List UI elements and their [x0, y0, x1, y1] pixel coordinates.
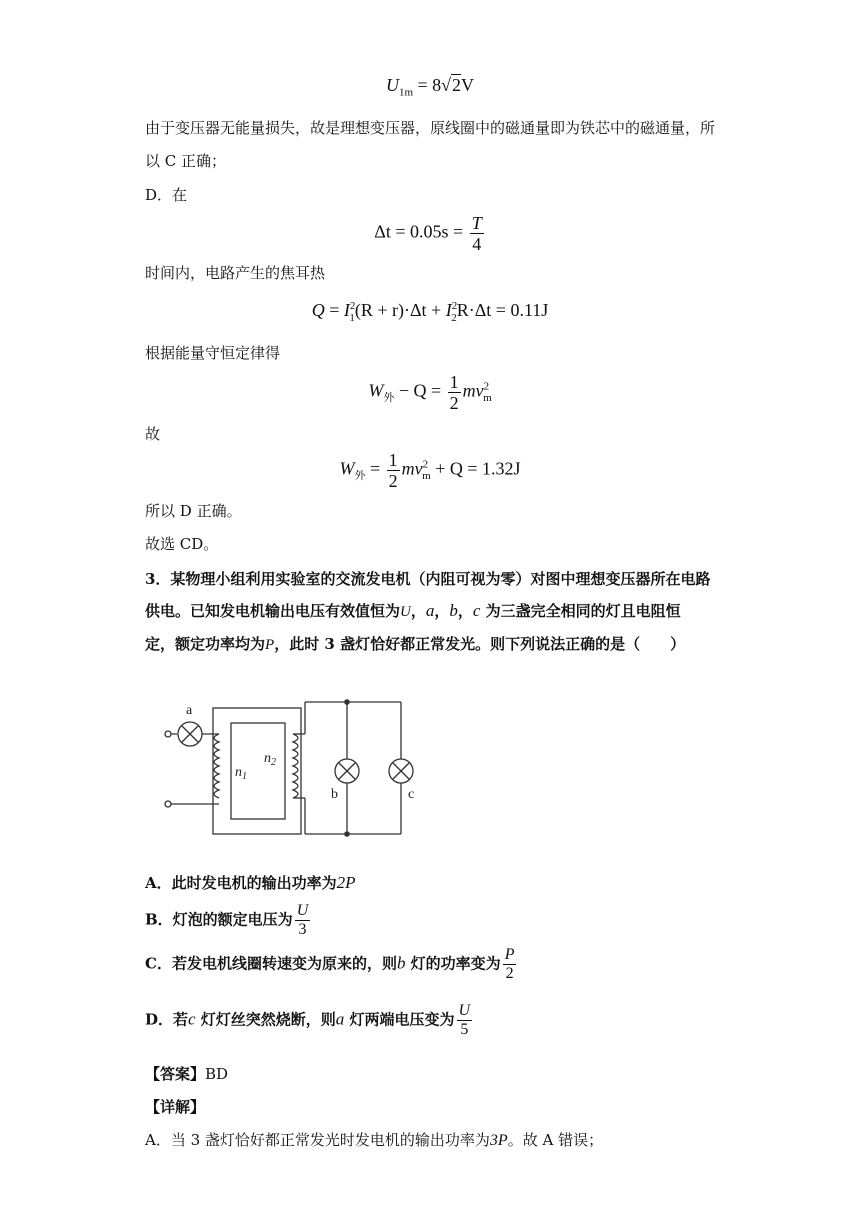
equation-u1m: $U_{1m} = 8√2V$ — [385, 75, 475, 99]
equation-joule-heat: $Q = I^2_1(R + r)\cdot\Delta t + I^2_2R\cdot\Delta t = 0.11J$ — [311, 300, 549, 324]
equation-energy-1: $W_外 - Q$ = $\frac{1}{2}$ $mv^2_m$ — [368, 372, 492, 413]
answer-line: 【答案】BD — [145, 1065, 229, 1083]
label-b: b — [331, 787, 338, 802]
transformer-circuit-diagram — [155, 690, 415, 845]
paragraph-line: 故选 CD。 — [145, 535, 219, 553]
paragraph-line: 所以 D 正确。 — [145, 502, 242, 520]
equation-energy-2: $W_外$ = $\frac{1}{2}$ $mv^2_m + Q = 1.32J$ — [339, 450, 521, 491]
junction-dot-top — [344, 699, 350, 705]
label-n1: $n_1$ — [235, 765, 247, 782]
paragraph-line: 时间内，电路产生的焦耳热 — [145, 264, 326, 282]
paragraph-line: 根据能量守恒定律得 — [145, 344, 281, 362]
paragraph-line: 以 C 正确； — [145, 152, 227, 170]
detail-label: 【详解】 — [145, 1098, 206, 1116]
label-a: a — [186, 703, 193, 718]
label-c: c — [408, 787, 415, 802]
paragraph-line: 由于变压器无能量损失，故是理想变压器，原线圈中的磁通量即为铁芯中的磁通量，所 — [145, 119, 716, 137]
option-d: D．若c 灯灯丝突然烧断，则a 灯两端电压变为 $\frac{U}{5}$ — [145, 1002, 471, 1038]
option-a: A．此时发电机的输出功率为2P — [145, 873, 356, 892]
paragraph-line: D．在 — [145, 186, 188, 204]
option-c: C．若发电机线圈转速变为原来的，则b 灯的功率变为 $\frac{P}{2}$ — [145, 946, 515, 982]
question-line: 定，额定功率均为P，此时 3 盏灯恰好都正常发光。则下列说法正确的是（ ） — [145, 635, 686, 653]
equation-delta-t: Δt = 0.05s = $\frac{T}{4}$ — [374, 213, 482, 254]
junction-dot-bottom — [344, 831, 350, 837]
question-line: 3．某物理小组利用实验室的交流发电机（内阻可视为零）对图中理想变压器所在电路 — [145, 570, 711, 588]
input-terminal-top — [165, 731, 171, 737]
iron-core-outer — [213, 708, 301, 834]
label-n2: $n_2$ — [264, 751, 276, 768]
secondary-coil — [293, 734, 298, 798]
question-line: 供电。已知发电机输出电压有效值恒为U，a，b，c 为三盏完全相同的灯且电阻恒 — [145, 601, 681, 620]
option-b: B．灯泡的额定电压为 $\frac{U}{3}$ — [145, 902, 309, 938]
paragraph-line: 故 — [145, 425, 161, 443]
primary-coil — [214, 734, 219, 798]
detail-line-a: A．当 3 盏灯恰好都正常发光时发电机的输出功率为3P。故 A 错误； — [145, 1131, 604, 1149]
input-terminal-bottom — [165, 801, 171, 807]
